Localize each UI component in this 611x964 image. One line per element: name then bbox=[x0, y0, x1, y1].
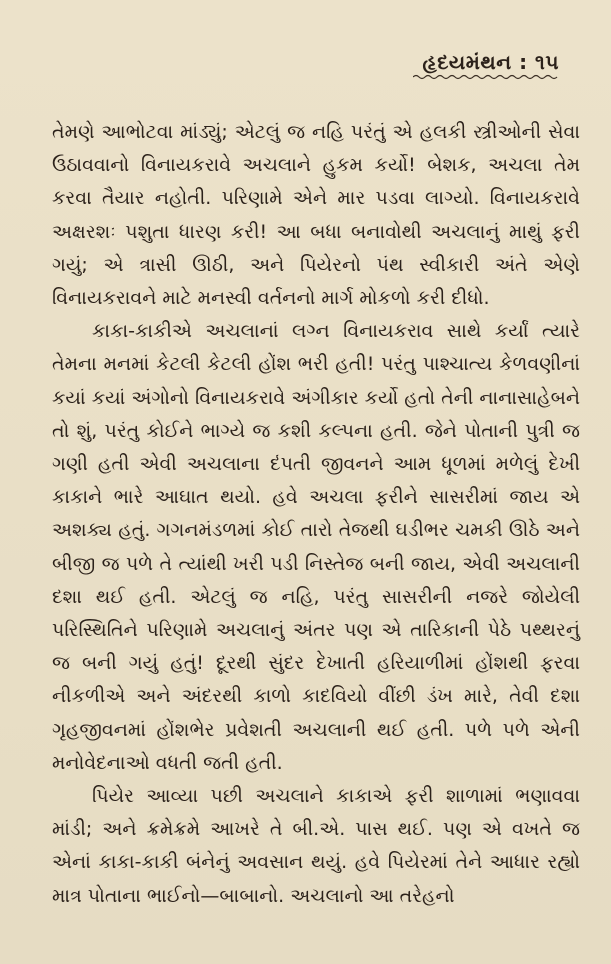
wavy-underline-ornament bbox=[413, 74, 559, 80]
running-title: હૃદયમંથન : ૧૫ bbox=[422, 50, 559, 74]
paragraph-3: પિયેર આવ્યા પછી અચલાને કાકાએ ફરી શાળામાં ભણાવવા માંડી; અને ક્રમેક્રમે આખરે તે બી.એ. પાસ થઈ. પણ એ વખતે જ એનાં કાકા-કાકી બંનેનું અવસાન થયું. હવે પિયેરમાં તેને આધાર રહ્યો માત્ર પોતાના ભાઈનો—બાબાનો. અચલાનો આ તરેહનો bbox=[52, 785, 580, 907]
body-text bbox=[52, 116, 580, 913]
paragraph-1: તેમણે આભોટવા માંડ્યું; એટલું જ નહિ પરંતું એ હલકી સ્ત્રીઓની સેવા ઉઠાવવાનો વિનાયકરાવે અચલાને હુકમ કર્યો! બેશક, અચલા તેમ કરવા તૈયાર નહોતી. પરિણામે એને માર પડવા લાગ્યો. વિનાયકરાવે અક્ષરશઃ પશુતા ધારણ કરી! આ બધા બનાવોથી અચલાનું માથું ફરી ગયું; એ ત્રાસી ઊઠી, અને પિયેરનો પંથ સ્વીકારી અંતે એણે વિનાયકરાવને માટે મનસ્વી વર્તનનો માર્ગ મોકળો કરી દીધો. bbox=[52, 121, 580, 310]
running-header bbox=[413, 50, 559, 80]
paragraph-2: કાકા-કાકીએ અચલાનાં લગ્ન વિનાયકરાવ સાથે કર્યાં ત્યારે તેમના મનમાં કેટલી કેટલી હોંશ ભરી હતી! પરંતુ પાશ્ચાત્ય કેળવણીનાં કયાં કયાં અંગોનો વિનાયકરાવે અંગીકાર કર્યો હતો તેની નાનાસાહેબને તો શું, પરંતુ કોઈને ભાગ્યે જ કશી કલ્પના હતી. જેને પોતાની પુત્રી જ ગણી હતી એવી અચલાના દંપતી જીવનને આમ ધૂળમાં મળેલું દેખી કાકાને ભારે આઘાત થયો. હવે અચલા ફરીને સાસરીમાં જાય એ અશક્ય હતું. ગગનમંડળમાં કોઈ તારો તેજથી ઘડીભર ચમકી ઊઠે અને બીજી જ પળે તે ત્યાંથી ખરી પડી નિસ્તેજ બની જાય, એવી અચલાની દશા થઈ હતી. એટલું જ નહિ, પરંતુ સાસરીની નજરે જોયેલી પરિસ્થિતિને પરિણામે અચલાનું અંતર પણ એ તારિકાની પેઠે પથ્થરનું જ બની ગયું હતું! દૂરથી સુંદર દેખાતી હરિયાળીમાં હોંશથી ફરવા નીકળીએ અને અંદરથી કાળો કાદવિયો વીંછી ડંખ મારે, તેવી દશા ગૃહજીવનમાં હોંશભેર પ્રવેશતી અચલાની થઈ હતી. પળે પળે એની મનોવેદનાઓ વધતી જતી હતી. bbox=[52, 320, 580, 774]
